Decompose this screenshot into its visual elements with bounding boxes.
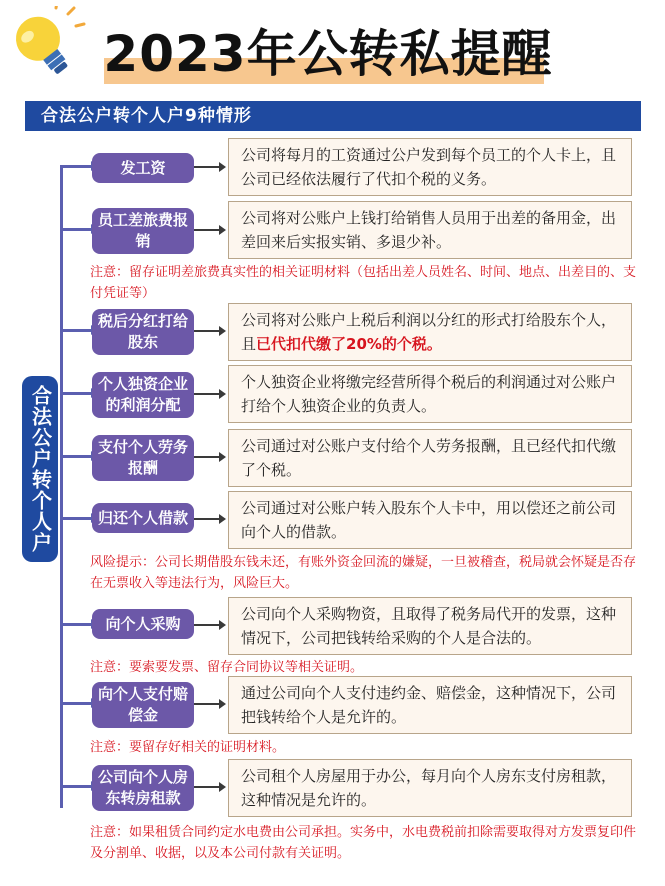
vertical-category-label: 合法公户转个人户 [22,376,58,562]
arrow-connector [194,456,224,458]
branch-line [60,392,92,395]
item-desc-7: 公司向个人采购物资，且取得了税务局代开的发票，这种情况下，公司把钱转给采购的个人是合法的。 [228,597,632,655]
arrow-connector [194,229,224,231]
item-desc-2: 公司将对公账户上钱打给销售人员用于出差的备用金，出差回来后实报实销、多退少补。 [228,201,632,259]
branch-line [60,455,92,458]
arrow-connector [194,166,224,168]
branch-line [60,785,92,788]
page-title: 2023年公转私提醒 [103,25,553,83]
item-desc-8: 通过公司向个人支付违约金、赔偿金，这种情况下，公司把钱转给个人是允许的。 [228,676,632,734]
item-note-8: 注意：要留存好相关的证明材料。 [90,740,286,755]
item-desc-6: 公司通过对公账户转入股东个人卡中，用以偿还之前公司向个人的借款。 [228,491,632,549]
item-label-5: 支付个人劳务报酬 [92,435,194,481]
branch-line [60,702,92,705]
item-desc-4: 个人独资企业将缴完经营所得个税后的利润通过对公账户打给个人独资企业的负责人。 [228,365,632,423]
item-label-1: 发工资 [92,153,194,183]
arrow-connector [194,393,224,395]
branch-line [60,517,92,520]
header [0,0,665,100]
item-label-3: 税后分红打给股东 [92,309,194,355]
item-desc-1: 公司将每月的工资通过公户发到每个员工的个人卡上，且公司已经依法履行了代扣个税的义务。 [228,138,632,196]
item-note-2: 注意：留存证明差旅费真实性的相关证明材料（包括出差人员姓名、时间、地点、出差目的、支付凭证等） [90,265,637,301]
item-note-7: 注意：要索要发票、留存合同协议等相关证明。 [90,660,364,675]
item-label-4: 个人独资企业的利润分配 [92,372,194,418]
subtitle-bar: 合法公户转个人户9种情形 [25,101,641,131]
item-label-8: 向个人支付赔偿金 [92,682,194,728]
arrow-connector [194,703,224,705]
branch-line [60,165,92,168]
item-label-9: 公司向个人房东转房租款 [92,765,194,811]
arrow-connector [194,624,224,626]
item-note-9: 注意：如果租赁合同约定水电费由公司承担。实务中，水电费税前扣除需要取得对方发票复印件及分割单、收据，以及本公司付款有关证明。 [90,825,637,861]
item-desc-3-highlight: 已代扣代缴了20%的个税。 [256,335,442,353]
item-label-7: 向个人采购 [92,609,194,639]
item-desc-3-text: 公司将对公账户上税后利润以分红的形式打给股东个人，且 [241,311,617,353]
arrow-connector [194,786,224,788]
branch-line [60,623,92,626]
branch-line [60,228,92,231]
item-label-2: 员工差旅费报销 [92,208,194,254]
branch-line [60,329,92,332]
tree-spine [60,168,63,808]
item-note-6: 风险提示：公司长期借股东钱未还，有账外资金回流的嫌疑，一旦被稽查，税局就会怀疑是否存在无票收入等违法行为，风险巨大。 [90,555,637,591]
item-label-6: 归还个人借款 [92,503,194,533]
item-desc-3 [228,303,632,361]
item-desc-5: 公司通过对公账户支付给个人劳务报酬，且已经代扣代缴了个税。 [228,429,632,487]
arrow-connector [194,518,224,520]
arrow-connector [194,330,224,332]
item-desc-9: 公司租个人房屋用于办公，每月向个人房东支付房租款，这种情况是允许的。 [228,759,632,817]
